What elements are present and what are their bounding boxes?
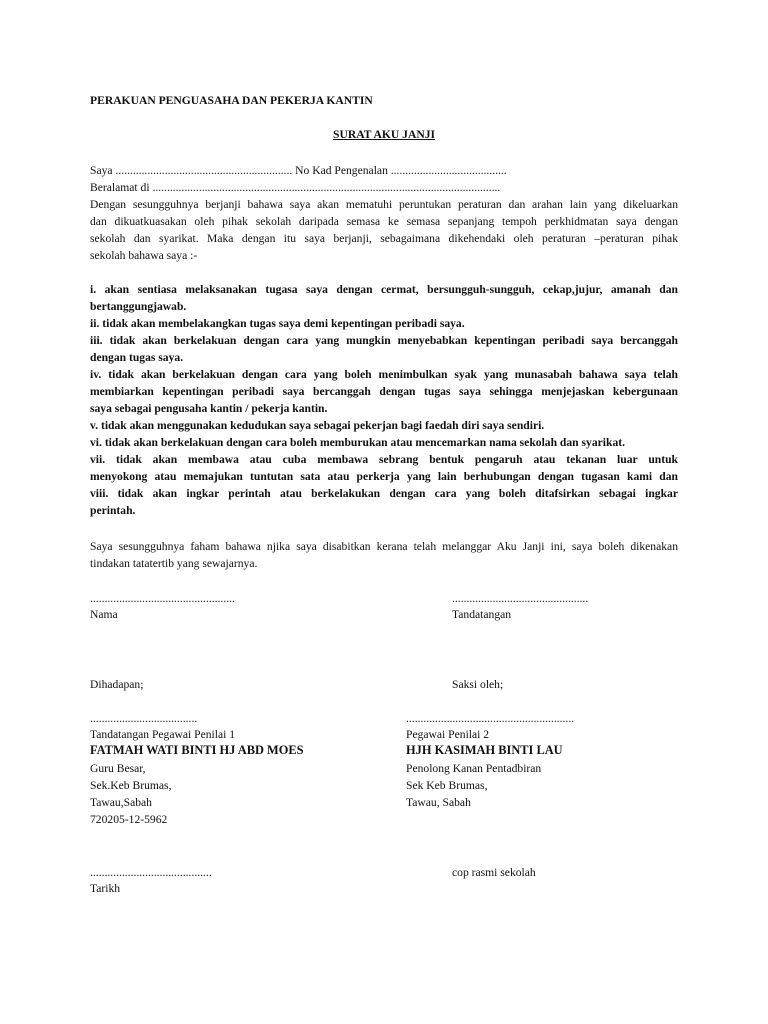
officer1-ic-number: 720205-12-5962	[90, 813, 168, 826]
intro-paragraph	[90, 196, 678, 264]
signature-label: Tandatangan	[452, 608, 512, 621]
officer1-position: Guru Besar,	[90, 762, 146, 775]
intro-line: Dengan sesungguhnya berjanji bahawa saya akan mematuhi peruntukan peraturan dan arahan lain yang dikeluarkan	[90, 198, 678, 211]
officer1-dotted-line: .....................................	[90, 712, 198, 725]
pledge-line: iv. tidak akan berkelakuan dengan cara yang boleh menimbulkan syak yang munasabah bahawa saya telah	[90, 368, 678, 381]
intro-line: sekolah dan syarikat. Maka dengan itu saya berjanji, sebagaimana dikehendaki oleh peraturan –peraturan pihak	[90, 232, 678, 245]
closing-line: tindakan tatatertib yang sewajarnya.	[90, 557, 258, 570]
pledge-line: vi. tidak akan berkelakuan dengan cara boleh memburukan atau mencemarkan nama sekolah dan syarikat.	[90, 436, 625, 449]
pledge-line: bertanggungjawab.	[90, 300, 187, 313]
intro-line: dan dikuatkuasakan oleh pihak sekolah daripada semasa ke semasa sepanjang tempoh perkhidmatan saya dengan	[90, 215, 678, 228]
witness-label: Saksi oleh;	[452, 678, 504, 691]
pledge-line: viii. tidak akan ingkar perintah atau berkelakukan dengan cara yang boleh ditafsirkan sebagai ingkar	[90, 487, 678, 500]
form-line-address: Beralamat di ........................................................................................................................	[90, 181, 501, 194]
pledge-line: v. tidak akan menggunakan kedudukan saya sebagai pekerjan bagi faedah diri saya sendiri.	[90, 419, 545, 432]
date-dotted-line: ..........................................	[90, 866, 212, 879]
date-label: Tarikh	[90, 882, 121, 895]
officer2-name: HJH KASIMAH BINTI LAU	[406, 743, 563, 757]
pledge-line: vii. tidak akan membawa atau cuba membawa sebrang bentuk pengaruh atau tekanan luar untuk	[90, 453, 678, 466]
officer2-label: Pegawai Penilai 2	[406, 728, 490, 741]
officer2-location: Tawau, Sabah	[406, 796, 471, 809]
officer2-dotted-line: ..........................................................	[406, 712, 575, 725]
pledge-line: saya sebagai pengusaha kantin / pekerja kantin.	[90, 402, 328, 415]
pledge-line: iii. tidak akan berkelakuan dengan cara yang mungkin menyebabkan kepentingan peribadi saya bercanggah	[90, 334, 678, 347]
pledge-line: membiarkan kepentingan peribadi saya bercanggah dengan tugas saya sehingga menjejaskan kebergunaan	[90, 385, 678, 398]
officer2-position: Penolong Kanan Pentadbiran	[406, 762, 542, 775]
form-line-name-ic: Saya ............................................................. No Kad Pengenalan ........................................	[90, 164, 507, 177]
signature-dotted-line: ...............................................	[452, 592, 589, 605]
before-label: Dihadapan;	[90, 678, 144, 691]
closing-paragraph	[90, 538, 678, 572]
officer1-location: Tawau,Sabah	[90, 796, 152, 809]
document-subtitle: SURAT AKU JANJI	[333, 128, 435, 141]
officer1-school: Sek.Keb Brumas,	[90, 779, 172, 792]
officer2-school: Sek Keb Brumas,	[406, 779, 488, 792]
pledge-line: perintah.	[90, 504, 136, 517]
intro-line: sekolah bahawa saya :-	[90, 249, 198, 262]
document-title: PERAKUAN PENGUASAHA DAN PEKERJA KANTIN	[90, 94, 373, 107]
pledge-line: menyokong atau memajukan tuntutan sata atau perkerja yang lain berhubungan dengan tugasan kami dan	[90, 470, 678, 483]
pledge-line: dengan tugas saya.	[90, 351, 184, 364]
name-label: Nama	[90, 608, 118, 621]
pledge-line: ii. tidak akan membelakangkan tugas saya demi kepentingan peribadi saya.	[90, 317, 465, 330]
officer1-name: FATMAH WATI BINTI HJ ABD MOES	[90, 743, 304, 757]
pledge-line: i. akan sentiasa melaksanakan tugasa saya dengan cermat, bersungguh-sungguh, cekap,jujur, amanah dan	[90, 283, 678, 296]
pledge-list	[90, 281, 678, 519]
officer1-label: Tandatangan Pegawai Penilai 1	[90, 728, 236, 741]
name-dotted-line: ..................................................	[90, 592, 235, 605]
school-stamp-label: cop rasmi sekolah	[452, 866, 536, 879]
closing-line: Saya sesungguhnya faham bahawa njika saya disabitkan kerana telah melanggar Aku Janji ini, saya boleh dikenakan	[90, 540, 678, 553]
